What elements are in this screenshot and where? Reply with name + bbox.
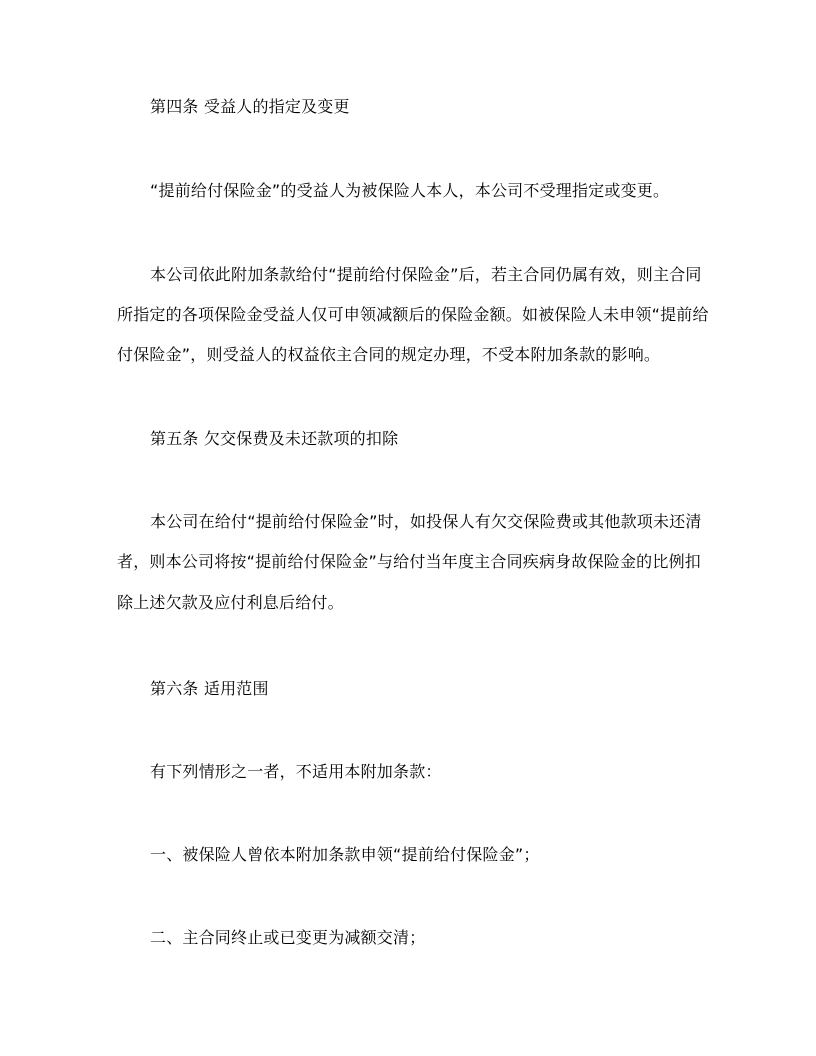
paragraph-line: 者，则本公司将按“提前给付保险金”与给付当年度主合同疾病身故保险金的比例扣 xyxy=(117,552,701,571)
paragraph-line: 本公司依此附加条款给付“提前给付保险金”后，若主合同仍属有效，则主合同 xyxy=(150,265,702,284)
paragraph-line: 本公司在给付“提前给付保险金”时，如投保人有欠交保险费或其他款项未还清 xyxy=(150,512,702,531)
paragraph-line: “提前给付保险金”的受益人为被保险人本人，本公司不受理指定或变更。 xyxy=(150,181,670,200)
paragraph-line: 除上述欠款及应付利息后给付。 xyxy=(117,593,344,612)
section-heading: 第四条 受益人的指定及变更 xyxy=(150,97,350,116)
section-heading: 第六条 适用范围 xyxy=(150,679,269,698)
paragraph-line: 付保险金”，则受益人的权益依主合同的规定办理，不受本附加条款的影响。 xyxy=(117,345,661,364)
list-item: 一、被保险人曾依本附加条款申领“提前给付保险金”； xyxy=(150,845,540,864)
paragraph-line: 所指定的各项保险金受益人仅可申领减额后的保险金额。如被保险人未申领“提前给 xyxy=(117,305,709,324)
paragraph-line: 有下列情形之一者，不适用本附加条款： xyxy=(150,762,442,781)
section-heading: 第五条 欠交保费及未还款项的扣除 xyxy=(150,429,399,448)
list-item: 二、主合同终止或已变更为减额交清； xyxy=(150,928,426,947)
